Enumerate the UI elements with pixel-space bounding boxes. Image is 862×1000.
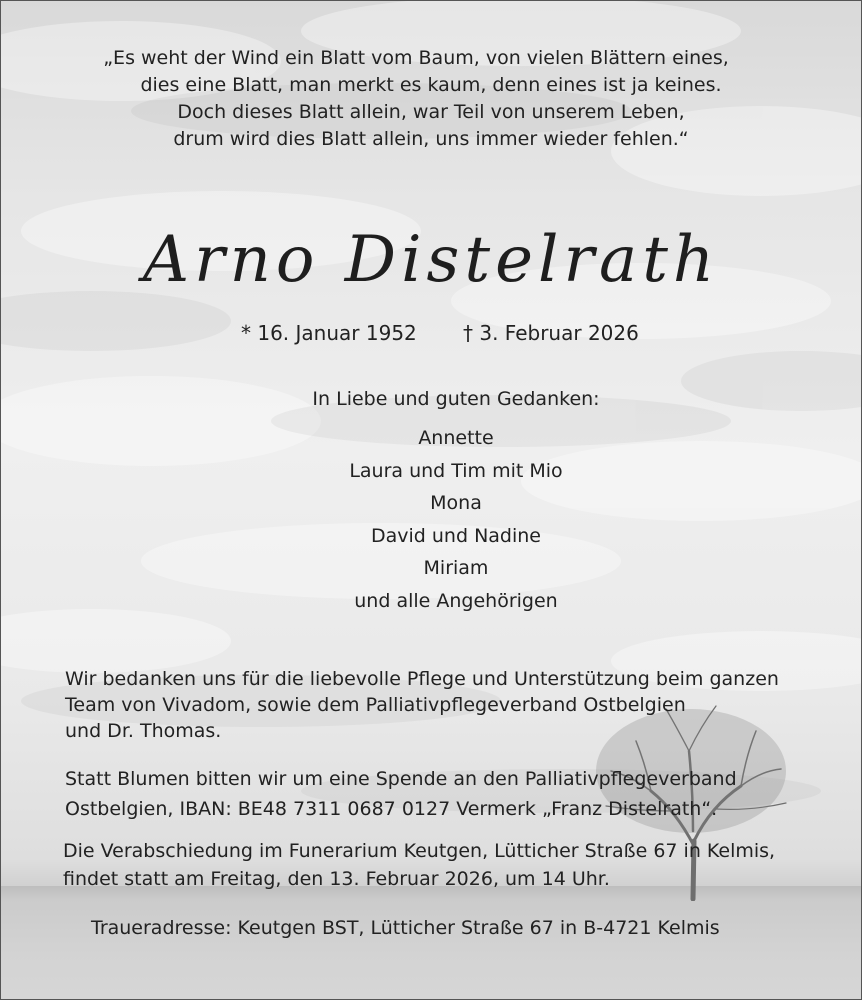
mourning-address: Traueradresse: Keutgen BST, Lütticher Straße 67 in B-4721 Kelmis [91, 917, 720, 939]
relatives-line: und alle Angehörigen [354, 590, 558, 612]
donation-line: Ostbelgien, IBAN: BE48 7311 0687 0127 Vermerk „Franz Distelrath“. [65, 798, 718, 820]
poem-line: drum wird dies Blatt allein, uns immer wieder fehlen.“ [173, 128, 689, 150]
mourners-intro: In Liebe und guten Gedanken: [312, 388, 600, 410]
birth-date: * 16. Januar 1952 [241, 321, 417, 345]
mourner-name: Miriam [423, 557, 489, 579]
thanks-line: Wir bedanken uns für die liebevolle Pflege und Unterstützung beim ganzen [65, 668, 779, 690]
farewell-paragraph [63, 837, 775, 893]
memorial-poem [1, 45, 861, 153]
mourner-name: Mona [430, 492, 482, 514]
deceased-name: Arno Distelrath [142, 223, 720, 297]
thanks-line: Team von Vivadom, sowie dem Palliativpflegeverband Ostbelgien [65, 694, 686, 716]
mourner-name: Laura und Tim mit Mio [349, 459, 563, 482]
farewell-line: findet statt am Freitag, den 13. Februar 2026, um 14 Uhr. [63, 868, 610, 890]
thanks-line: und Dr. Thomas. [65, 720, 222, 742]
poem-line: „Es weht der Wind ein Blatt vom Baum, von vielen Blättern eines, [103, 47, 729, 69]
mourners-list [1, 425, 862, 588]
donation-line: Statt Blumen bitten wir um eine Spende an den Palliativpflegeverband [65, 768, 737, 790]
poem-line: dies eine Blatt, man merkt es kaum, denn eines ist ja keines. [140, 74, 722, 96]
mourner-name: Annette [418, 427, 494, 449]
thanks-paragraph [65, 666, 779, 744]
mourner-name: David und Nadine [370, 524, 541, 547]
death-date: † 3. Februar 2026 [463, 321, 639, 345]
poem-line: Doch dieses Blatt allein, war Teil von unserem Leben, [177, 101, 685, 123]
donation-paragraph [65, 764, 737, 824]
notice-content [1, 1, 861, 999]
farewell-line: Die Verabschiedung im Funerarium Keutgen, Lütticher Straße 67 in Kelmis, [63, 840, 776, 862]
